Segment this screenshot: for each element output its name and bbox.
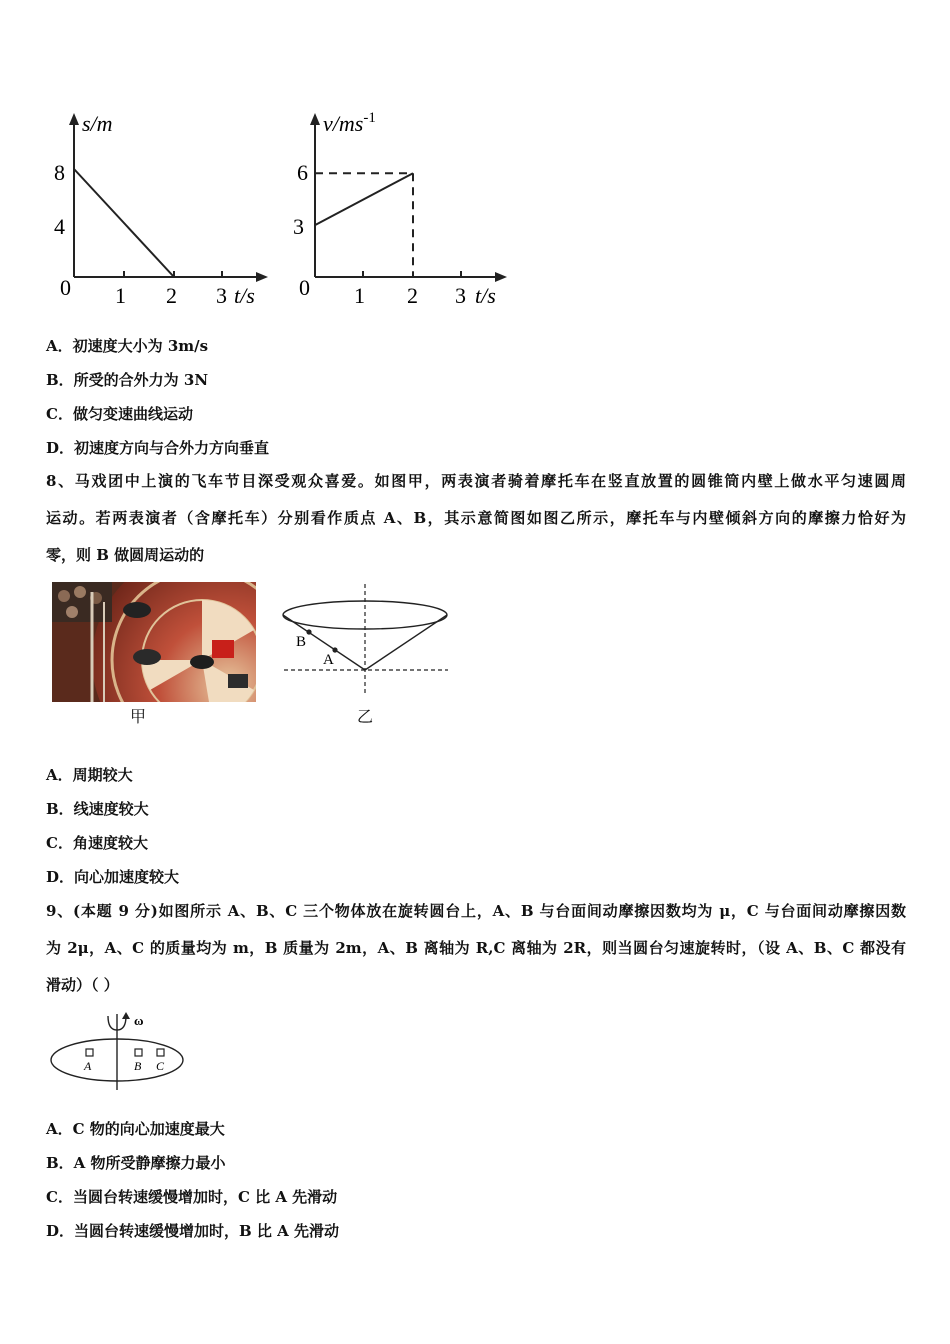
st-origin-label: 0 (60, 275, 71, 300)
y-axis-arrow (310, 113, 320, 125)
q8-option-b: B．线速度较大 (46, 800, 149, 818)
vt-tick-label-3: 3 (293, 214, 304, 239)
q8-stem-line-3: 零，则 B 做圆周运动的 (46, 546, 205, 564)
block-b (135, 1049, 142, 1056)
vt-origin-label: 0 (299, 275, 310, 300)
vt-graph (285, 105, 515, 315)
q8-stem-line-2: 运动。若两表演者（含摩托车）分别看作质点 A、B，其示意简图如图乙所示，摩托车与内壁倾斜方向的摩擦力恰好为 (46, 509, 906, 527)
q8-photo-jia (52, 582, 256, 702)
q7-option-b: B．所受的合外力为 3N (46, 371, 209, 389)
q9-option-c: C．当圆台转速缓慢增加时，C 比 A 先滑动 (46, 1188, 338, 1206)
q8-option-c: C．角速度较大 (46, 834, 148, 852)
st-tick-label-4: 4 (54, 214, 65, 239)
vt-tick-label-6: 6 (297, 160, 308, 185)
label-a: A (323, 652, 334, 668)
q8-stem-line-1: 8、马戏团中上演的飞车节目深受观众喜爱。如图甲，两表演者骑着摩托车在竖直放置的圆锥筒内壁上做水平匀速圆周 (46, 472, 906, 490)
st-y-label: s/m (82, 111, 113, 136)
block-a (86, 1049, 93, 1056)
vt-x-tick-label-2: 2 (407, 283, 418, 308)
q9-turntable-diagram (46, 1008, 196, 1096)
st-series-line (74, 169, 174, 277)
st-x-tick-label-1: 1 (115, 283, 126, 308)
rotation-arrow-head (122, 1012, 130, 1019)
y-axis-arrow (69, 113, 79, 125)
q8-caption-yi: 乙 (357, 707, 374, 726)
q8-cone-diagram (276, 582, 456, 702)
st-tick-label-8: 8 (54, 160, 65, 185)
block-c (157, 1049, 164, 1056)
x-axis-arrow (495, 272, 507, 282)
q7-option-a: A．初速度大小为 3m/s (46, 337, 209, 355)
q8-option-d: D．向心加速度较大 (46, 868, 180, 886)
vt-y-label: $v/ms^{-1}$ (323, 110, 376, 136)
omega-label: ω (134, 1013, 144, 1028)
point-b (306, 629, 311, 634)
st-x-label: t/s (234, 283, 255, 308)
label-c: C (156, 1059, 165, 1073)
q8-stem (46, 463, 906, 574)
q9-stem-line-2: 为 2μ，A、C 的质量均为 m，B 质量为 2m，A、B 离轴为 R,C 离轴为 2R，则当圆台匀速旋转时，（设 A、B、C 都没有 (46, 939, 906, 957)
st-x-tick-label-3: 3 (216, 283, 227, 308)
cone-side-right (365, 615, 447, 670)
q7-option-c: C．做匀变速曲线运动 (46, 405, 193, 423)
vt-series-line (315, 173, 413, 225)
q9-option-b: B．A 物所受静摩擦力最小 (46, 1154, 226, 1172)
q8-option-a: A．周期较大 (46, 766, 133, 784)
q9-stem-line-3: 滑动）（ ） (46, 976, 119, 994)
x-axis-arrow (256, 272, 268, 282)
st-x-tick-label-2: 2 (166, 283, 177, 308)
label-b: B (134, 1059, 142, 1073)
q9-option-a: A．C 物的向心加速度最大 (46, 1120, 225, 1138)
q8-caption-jia: 甲 (130, 707, 147, 726)
vt-x-tick-label-3: 3 (455, 283, 466, 308)
q9-stem-line-1: 9、(本题 9 分)如图所示 A、B、C 三个物体放在旋转圆台上，A、B 与台面间动摩擦因数均为 μ，C 与台面间动摩擦因数 (46, 902, 906, 920)
vt-x-tick-label-1: 1 (354, 283, 365, 308)
label-b: B (296, 634, 307, 650)
st-graph (46, 105, 276, 315)
q9-option-d: D．当圆台转速缓慢增加时，B 比 A 先滑动 (46, 1222, 339, 1240)
q7-option-d: D．初速度方向与合外力方向垂直 (46, 439, 270, 457)
vt-x-label: t/s (475, 283, 496, 308)
label-a: A (84, 1059, 92, 1073)
q9-stem (46, 893, 906, 1004)
